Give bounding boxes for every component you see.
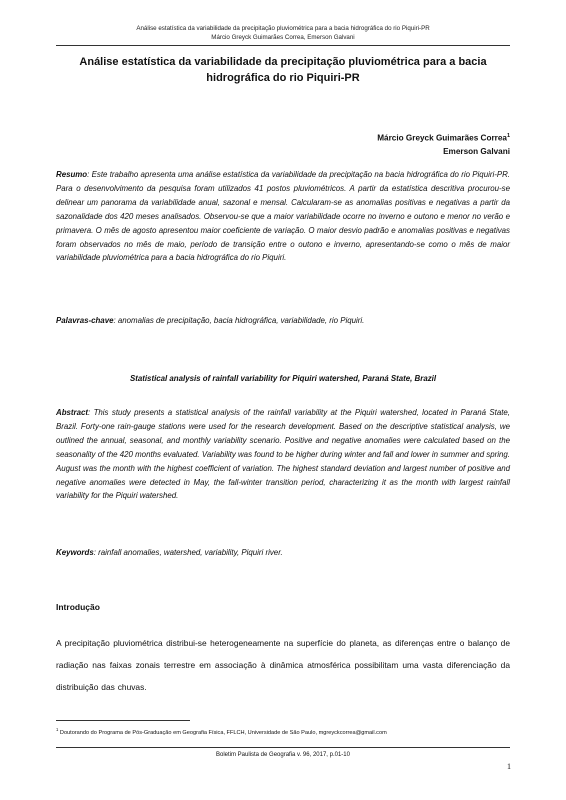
- author-2-name: Emerson Galvani: [443, 146, 510, 156]
- abstract-label: Abstract: [56, 408, 89, 417]
- author-1: [377, 130, 510, 145]
- header-rule: [56, 45, 510, 46]
- running-header: [56, 24, 510, 42]
- resumo-paragraph: [56, 168, 510, 265]
- palavras-chave-paragraph: [56, 314, 510, 328]
- running-header-title: Análise estatística da variabilidade da precipitação pluviométrica para a bacia hidrográfica do rio Piquiri-PR: [136, 25, 430, 32]
- english-title: Statistical analysis of rainfall variability for Piquiri watershed, Paraná State, Brazil: [129, 374, 437, 383]
- footnote-rule: [56, 720, 190, 721]
- journal-footer: Boletim Paulista de Geografia v. 96, 2017, p.01-10: [216, 752, 350, 758]
- section-heading-introducao: Introdução: [56, 602, 100, 612]
- paper-title: [56, 55, 510, 86]
- abstract-text: : This study presents a statistical analysis of the rainfall variability at the Piquiri watershed, located in Paraná State, Brazil. Forty-one rain-gauge stations were used for the research development. Based on the descriptive statistical analysis, we outlined the annual, seasonal, and monthly variability scenario. Positive and negative anomalies were calculated based on the seasonality of the 420 months evaluated. Variability was found to be higher during winter and fall and lower in summer and spring. August was the month with the highest coefficient of variation. The highest standard deviation and largest number of positive and negative anomalies were detected in May, the fall-winter transition period, characterizing it as the month with largest rainfall variability for the Piquiri watershed.: [56, 408, 510, 501]
- introducao-paragraph: A precipitação pluviométrica distribui-se heterogeneamente na superfície do planeta, as diferenças entre o balanço de radiação nas faixas zonais terrestre em associação à dinâmica atmosférica possibilitam uma vasta diferenciação da distribuição das chuvas.: [56, 638, 510, 692]
- author-block: [377, 130, 510, 158]
- keywords-text: : rainfall anomalies, watershed, variability, Piquiri river.: [93, 548, 283, 557]
- footnote-mark: 1: [56, 727, 59, 732]
- page-number: 1: [507, 762, 511, 771]
- author-2: [377, 145, 510, 158]
- paper-title-line-2: hidrográfica do rio Piquiri-PR: [206, 71, 360, 84]
- palavras-chave-text: : anomalias de precipitação, bacia hidrográfica, variabilidade, rio Piquiri.: [113, 316, 365, 325]
- footnote: [56, 726, 387, 737]
- resumo-label: Resumo: [56, 170, 88, 179]
- footnote-text: Doutorando do Programa de Pós-Graduação em Geografia Física, FFLCH, Universidade de São Paulo, mgreyckcorrea@gmail.com: [58, 729, 387, 736]
- resumo-text: : Este trabalho apresenta uma análise estatística da variabilidade da precipitação na bacia hidrográfica do rio Piquiri-PR. Para o desenvolvimento da pesquisa foram utilizados 41 postos pluviométricos. A partir da estatística descritiva procurou-se delinear um panorama da variabilidade anual, sazonal e mensal. Calcularam-se as anomalias positivas e negativas a partir da sazonalidade dos 420 meses analisados. Observou-se que a maior variabilidade ocorre no inverno e outono e menor no verão e primavera. O mês de agosto apresentou maior coeficiente de variação. O maior desvio padrão e anomalias positivas e negativas foram observados no mês de maio, período de transição entre o outono e inverno, apresentando-se como o mês de maior variabilidade pluviométrica para a bacia hidrográfica do rio Piquiri.: [56, 170, 510, 263]
- palavras-chave-label: Palavras-chave: [56, 316, 114, 325]
- author-1-name: Márcio Greyck Guimarães Correa: [377, 133, 507, 143]
- abstract-paragraph: [56, 406, 510, 503]
- keywords-label: Keywords: [56, 548, 94, 557]
- paper-title-line-1: Análise estatística da variabilidade da precipitação pluviométrica para a bacia: [79, 56, 487, 68]
- author-1-footnote-mark: 1: [506, 133, 510, 139]
- keywords-paragraph: [56, 546, 510, 560]
- running-header-authors: Márcio Greyck Guimarães Correa, Emerson Galvani: [211, 34, 355, 41]
- footer-rule: [56, 747, 510, 748]
